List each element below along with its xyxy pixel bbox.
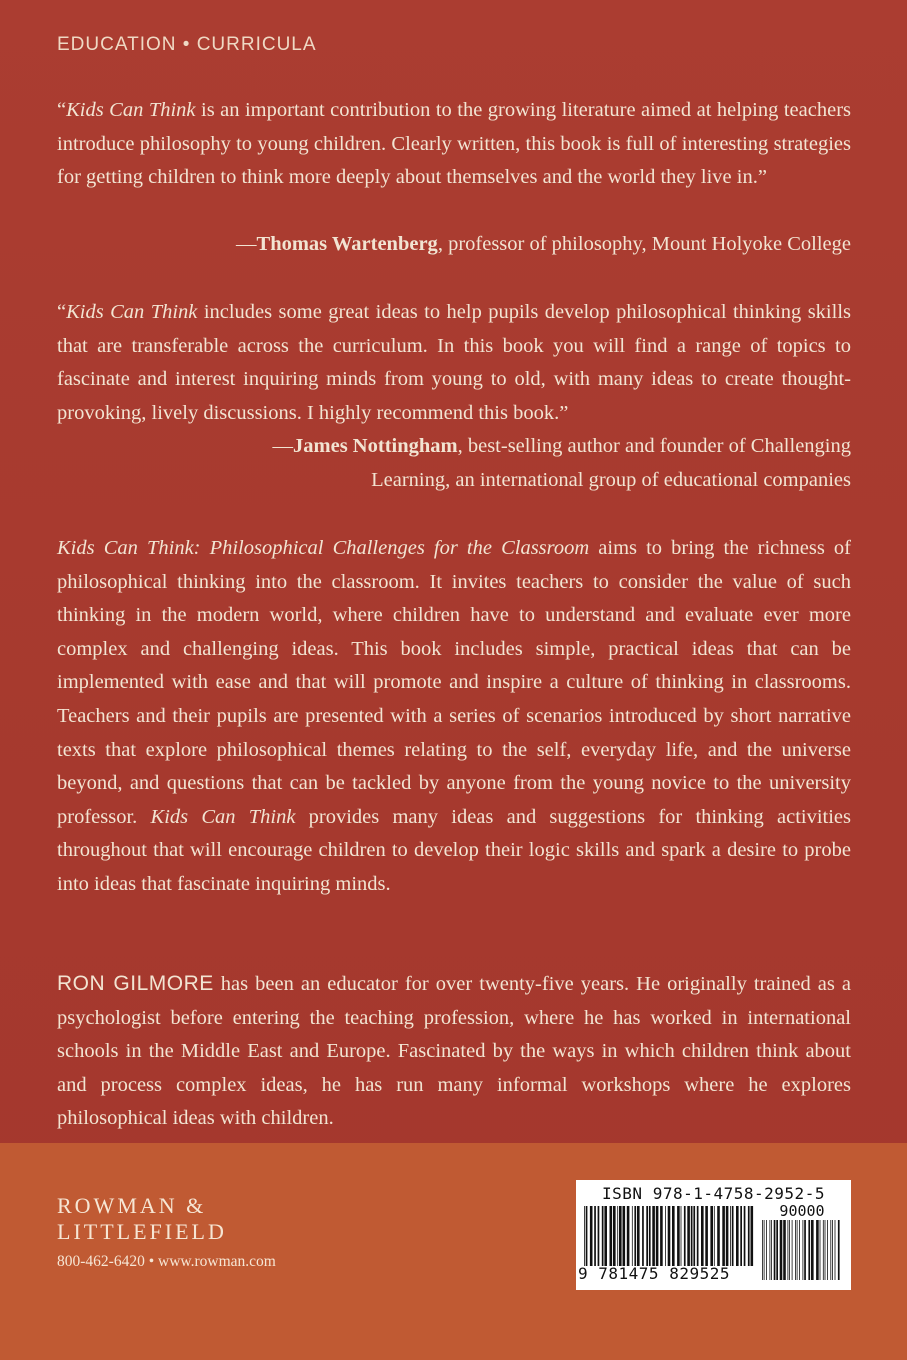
review-quote-2 bbox=[57, 296, 851, 430]
description-text-1: aims to bring the richness of philosophical thinking into the classroom. It invites teachers to consider the value of such thinking in the modern world, where children have to understand and evaluate ever more complex and challenging ideas. This book includes simple, practical ideas that can be implemented with ease and that will promote and inspire a culture of thinking in classrooms. Teachers and their pupils are presented with a series of scenarios introduced by short narrative texts that explore philosophical themes relating to the self, everyday life, and the universe beyond, and questions that can be tackled by anyone from the young novice to the university professor. bbox=[57, 537, 851, 828]
barcode bbox=[576, 1180, 851, 1290]
barcode-bar bbox=[764, 1220, 765, 1280]
barcode-bar bbox=[649, 1206, 651, 1266]
ean-digits: 9 781475 829525 bbox=[578, 1264, 730, 1283]
book-title-italic: Kids Can Think bbox=[150, 805, 296, 828]
barcode-bar bbox=[804, 1220, 806, 1280]
barcode-bar bbox=[744, 1206, 746, 1266]
barcode-bar bbox=[652, 1206, 655, 1266]
open-quote: “ bbox=[57, 99, 67, 121]
barcode-bar bbox=[602, 1206, 604, 1266]
barcode-bar bbox=[830, 1220, 831, 1280]
barcode-bar bbox=[598, 1206, 600, 1266]
barcode-bar bbox=[646, 1206, 648, 1266]
barcode-bar bbox=[722, 1206, 725, 1266]
barcode-bar bbox=[748, 1206, 750, 1266]
publisher-website: www.rowman.com bbox=[158, 1253, 276, 1270]
publisher-name-line1: ROWMAN & bbox=[57, 1193, 207, 1218]
barcode-bar bbox=[736, 1206, 739, 1266]
barcode-bar bbox=[604, 1206, 607, 1266]
category-label: EDUCATION • CURRICULA bbox=[57, 34, 317, 55]
barcode-bar bbox=[691, 1206, 693, 1266]
description-text-2: provides many ideas and suggestions for thinking activities throughout that will encourage children to develop their logic skills and spark a desire to probe into ideas that fascinate inquiring minds. bbox=[57, 805, 852, 895]
barcode-bar bbox=[789, 1220, 790, 1280]
barcode-bar bbox=[632, 1206, 633, 1266]
barcode-bar bbox=[642, 1206, 644, 1266]
book-title-italic: Kids Can Think bbox=[66, 99, 196, 121]
barcode-bar bbox=[714, 1206, 715, 1266]
barcode-bar bbox=[665, 1206, 666, 1266]
barcode-bar bbox=[832, 1220, 833, 1280]
barcode-bar bbox=[594, 1206, 596, 1266]
barcode-bar bbox=[726, 1206, 729, 1266]
barcode-bar bbox=[776, 1220, 778, 1280]
barcode-bar bbox=[808, 1220, 810, 1280]
barcode-bar bbox=[710, 1206, 713, 1266]
barcode-bar bbox=[751, 1206, 754, 1266]
reviewer-affiliation-line1: , best-selling author and founder of Challenging bbox=[457, 435, 851, 457]
barcode-bar bbox=[705, 1206, 708, 1266]
barcode-bar bbox=[634, 1206, 636, 1266]
barcode-bar bbox=[660, 1206, 663, 1266]
barcode-bar bbox=[770, 1220, 771, 1280]
barcode-bar bbox=[771, 1220, 772, 1280]
barcode-bar bbox=[637, 1206, 640, 1266]
barcode-bar bbox=[820, 1220, 821, 1280]
barcode-bar bbox=[586, 1206, 588, 1266]
barcode-bar bbox=[740, 1206, 742, 1266]
isbn-text: ISBN 978-1-4758-2952-5 bbox=[602, 1184, 825, 1203]
barcode-bar bbox=[835, 1220, 836, 1280]
bullet-separator: • bbox=[148, 1253, 155, 1270]
addon-digits: 90000 bbox=[779, 1202, 825, 1220]
barcode-bar bbox=[584, 1206, 585, 1266]
barcode-bar bbox=[792, 1220, 793, 1280]
barcode-bar bbox=[677, 1206, 680, 1266]
review-text: includes some great ideas to help pupils develop philosophical thinking skills that are transferable across the curriculum. In this book you will find a range of topics to fascinate and interest inquiring minds from young to old, with many ideas to create thought-provoking, lively discussions. I highly recommend this book.” bbox=[57, 301, 851, 424]
open-quote: “ bbox=[57, 301, 67, 323]
barcode-bar bbox=[590, 1206, 593, 1266]
barcode-bar bbox=[687, 1206, 690, 1266]
reviewer-name: Thomas Wartenberg bbox=[256, 233, 438, 255]
barcode-bar bbox=[656, 1206, 659, 1266]
barcode-bar bbox=[697, 1206, 699, 1266]
review-attribution-1 bbox=[57, 228, 851, 262]
review-attribution-2 bbox=[57, 430, 851, 497]
barcode-bar bbox=[684, 1206, 686, 1266]
barcode-bar bbox=[693, 1206, 695, 1266]
reviewer-affiliation-line2: Learning, an international group of educational companies bbox=[371, 468, 851, 491]
barcode-bar bbox=[668, 1206, 671, 1266]
review-quote-1 bbox=[57, 94, 851, 195]
barcode-bar bbox=[788, 1220, 789, 1280]
author-name: RON GILMORE bbox=[57, 972, 214, 995]
barcode-bar bbox=[717, 1206, 720, 1266]
barcode-bar bbox=[797, 1220, 798, 1280]
barcode-bar bbox=[811, 1220, 814, 1280]
barcode-bar bbox=[766, 1220, 767, 1280]
barcode-bar bbox=[825, 1220, 826, 1280]
barcode-bar bbox=[774, 1220, 776, 1280]
barcode-bar bbox=[732, 1206, 734, 1266]
author-bio bbox=[57, 967, 851, 1136]
em-dash: — bbox=[272, 435, 294, 457]
barcode-bar bbox=[816, 1220, 819, 1280]
barcode-bar bbox=[627, 1206, 630, 1266]
barcode-bar bbox=[795, 1220, 796, 1280]
author-bio-text: has been an educator for over twenty-five years. He originally trained as a psychologist before entering the teaching profession, where he has worked in international schools in the Middle East and Europe. Fascinated by the ways in which children think about and process complex ideas, he has run many informal workshops where he explores philosophical ideas with children. bbox=[57, 973, 851, 1130]
barcode-bar bbox=[783, 1220, 786, 1280]
book-full-title: Kids Can Think: Philosophical Challenges for the Classroom bbox=[57, 537, 590, 559]
barcode-bar bbox=[762, 1220, 763, 1280]
barcode-bar bbox=[823, 1220, 824, 1280]
addon-barcode-bars bbox=[762, 1220, 842, 1280]
reviewer-name: James Nottingham bbox=[293, 435, 458, 457]
book-description bbox=[57, 532, 851, 902]
publisher-name-line2: LITTLEFIELD bbox=[57, 1219, 227, 1244]
barcode-bar bbox=[613, 1206, 616, 1266]
barcode-bar bbox=[610, 1206, 613, 1266]
barcode-bar bbox=[701, 1206, 704, 1266]
barcode-bar bbox=[617, 1206, 618, 1266]
barcode-bar bbox=[780, 1220, 783, 1280]
reviewer-affiliation: , professor of philosophy, Mount Holyoke College bbox=[437, 233, 851, 255]
ean-barcode-bars bbox=[584, 1206, 754, 1266]
book-title-italic: Kids Can Think bbox=[66, 301, 198, 323]
publisher-phone: 800-462-6420 bbox=[57, 1253, 145, 1270]
barcode-bar bbox=[672, 1206, 675, 1266]
barcode-bar bbox=[681, 1206, 682, 1266]
em-dash: — bbox=[236, 233, 257, 255]
review-text: is an important contribution to the growing literature aimed at helping teachers introduce philosophy to young children. Clearly written, this book is full of interesting strategies for getting children to think more deeply about themselves and the world they live in.” bbox=[57, 99, 851, 189]
barcode-bar bbox=[619, 1206, 622, 1266]
barcode-bar bbox=[730, 1206, 731, 1266]
barcode-bar bbox=[803, 1220, 804, 1280]
barcode-bar bbox=[838, 1220, 840, 1280]
publisher-contact bbox=[57, 1253, 276, 1271]
barcode-bar bbox=[827, 1220, 828, 1280]
barcode-bar bbox=[623, 1206, 626, 1266]
barcode-bar bbox=[799, 1220, 800, 1280]
